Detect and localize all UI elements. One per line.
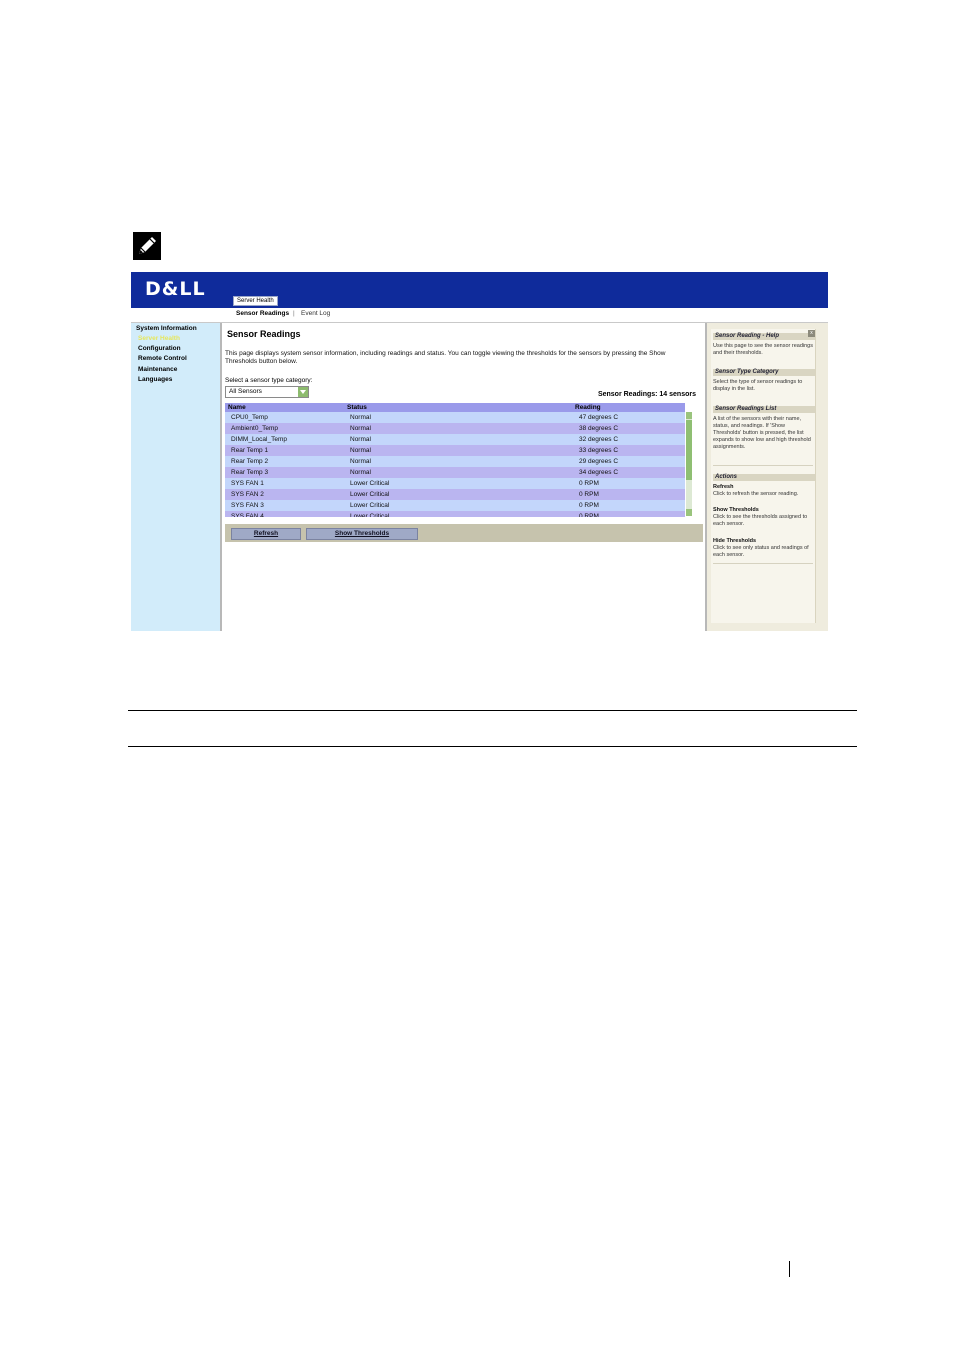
cell-reading: 0 RPM	[579, 502, 599, 509]
cell-status: Normal	[350, 469, 371, 476]
cell-name: Rear Temp 3	[231, 469, 269, 476]
subnav-event-log[interactable]: Event Log	[301, 310, 331, 317]
help-action-name: Show Thresholds	[713, 507, 759, 513]
cell-status: Normal	[350, 447, 371, 454]
nav-configuration[interactable]: Configuration	[138, 345, 181, 352]
scrollbar-thumb[interactable]	[686, 420, 692, 480]
cell-name: SYS FAN 3	[231, 502, 264, 509]
close-icon[interactable]: x	[808, 330, 815, 337]
column-header-name[interactable]: Name	[228, 404, 246, 411]
page-description: This page displays system sensor information, including readings and status. You can toggle viewing the thresholds for the sensors by pressing the Show Thresholds button below.	[225, 350, 666, 365]
nav-server-health[interactable]: Server Health	[138, 335, 180, 342]
table-row	[225, 489, 685, 500]
cell-reading: 32 degrees C	[579, 436, 619, 443]
cell-reading: 0 RPM	[579, 513, 599, 517]
cell-name: Rear Temp 1	[231, 447, 269, 454]
help-action-text: Click to see the thresholds assigned to each sensor.	[713, 514, 808, 527]
cell-status: Lower Critical	[350, 480, 390, 487]
cell-reading: 33 degrees C	[579, 447, 619, 454]
table-row	[225, 434, 685, 445]
help-section-header: Sensor Readings List	[713, 406, 815, 413]
cell-name: SYS FAN 4	[231, 513, 264, 517]
sensor-table	[225, 403, 692, 517]
table-header	[225, 403, 685, 412]
help-action-text: Click to see only status and readings of each sensor.	[713, 545, 809, 558]
cell-reading: 38 degrees C	[579, 425, 619, 432]
scroll-down-icon[interactable]	[686, 509, 692, 516]
column-header-reading[interactable]: Reading	[575, 404, 601, 411]
help-divider	[713, 563, 813, 564]
cell-status: Normal	[350, 436, 371, 443]
tab-server-health[interactable]: Server Health	[233, 296, 278, 306]
table-row	[225, 467, 685, 478]
cell-status: Normal	[350, 425, 371, 432]
page-footer-divider	[789, 1261, 790, 1277]
nav-system-information[interactable]: System Information	[136, 325, 197, 332]
cell-name: DIMM_Local_Temp	[231, 436, 287, 443]
sensor-type-label: Select a sensor type category:	[225, 377, 313, 384]
subnav-sensor-readings[interactable]: Sensor Readings	[236, 310, 290, 317]
nav-remote-control[interactable]: Remote Control	[138, 355, 187, 362]
cell-name: Ambient0_Temp	[231, 425, 278, 432]
nav-languages[interactable]: Languages	[138, 376, 173, 383]
table-scrollbar[interactable]	[686, 412, 692, 516]
sub-navigation	[131, 308, 828, 323]
help-divider	[713, 465, 813, 466]
show-thresholds-button[interactable]: Show Thresholds	[306, 528, 418, 540]
cell-reading: 0 RPM	[579, 491, 599, 498]
refresh-button[interactable]: Refresh	[231, 528, 301, 540]
note-pencil-icon	[132, 231, 162, 261]
help-section-text: A list of the sensors with their name, status, and readings. If 'Show Thresholds' button is pressed, the list expands to show low and high threshold assignments.	[713, 416, 811, 450]
page-title: Sensor Readings	[227, 329, 301, 339]
main-content	[222, 323, 705, 631]
column-header-status[interactable]: Status	[347, 404, 367, 411]
cell-status: Lower Critical	[350, 502, 390, 509]
help-intro: Use this page to see the sensor readings and their thresholds.	[713, 343, 813, 356]
table-row	[225, 500, 685, 511]
sensor-type-value: All Sensors	[229, 388, 262, 395]
table-row	[225, 445, 685, 456]
table-row	[225, 456, 685, 467]
scroll-up-icon[interactable]	[686, 412, 692, 419]
help-action-text: Click to refresh the sensor reading.	[713, 491, 799, 497]
table-row	[225, 478, 685, 489]
sensor-type-select[interactable]	[225, 386, 309, 398]
help-section-header: Sensor Type Category	[713, 369, 815, 376]
cell-status: Lower Critical	[350, 491, 390, 498]
cell-reading: 0 RPM	[579, 480, 599, 487]
dell-logo: D&LL	[145, 278, 206, 300]
help-content	[711, 329, 816, 623]
help-action-name: Hide Thresholds	[713, 538, 757, 544]
cell-name: Rear Temp 2	[231, 458, 269, 465]
table-rule-top	[128, 710, 857, 711]
help-action-name: Refresh	[713, 484, 734, 490]
cell-status: Lower Critical	[350, 513, 390, 517]
action-bar	[225, 524, 703, 542]
header-banner	[131, 272, 828, 308]
table-row	[225, 423, 685, 434]
left-navigation	[131, 323, 222, 631]
table-row	[225, 412, 685, 423]
help-actions-header: Actions	[713, 474, 815, 481]
cell-reading: 34 degrees C	[579, 469, 619, 476]
cell-name: CPU0_Temp	[231, 414, 268, 421]
cell-reading: 47 degrees C	[579, 414, 619, 421]
sensor-count: Sensor Readings: 14 sensors	[597, 391, 696, 398]
cell-name: SYS FAN 2	[231, 491, 264, 498]
help-panel	[705, 323, 828, 631]
cell-status: Normal	[350, 414, 371, 421]
cell-status: Normal	[350, 458, 371, 465]
table-rule-bottom	[128, 746, 857, 747]
help-title: Sensor Reading - Help	[713, 333, 815, 340]
help-section-text: Select the type of sensor readings to display in the list.	[713, 379, 803, 392]
table-row	[225, 511, 685, 517]
nav-maintenance[interactable]: Maintenance	[138, 366, 178, 373]
chevron-down-icon[interactable]	[298, 387, 308, 397]
cell-reading: 29 degrees C	[579, 458, 619, 465]
cell-name: SYS FAN 1	[231, 480, 264, 487]
sensor-readings-screenshot	[131, 272, 828, 631]
subnav-separator: |	[293, 310, 295, 317]
